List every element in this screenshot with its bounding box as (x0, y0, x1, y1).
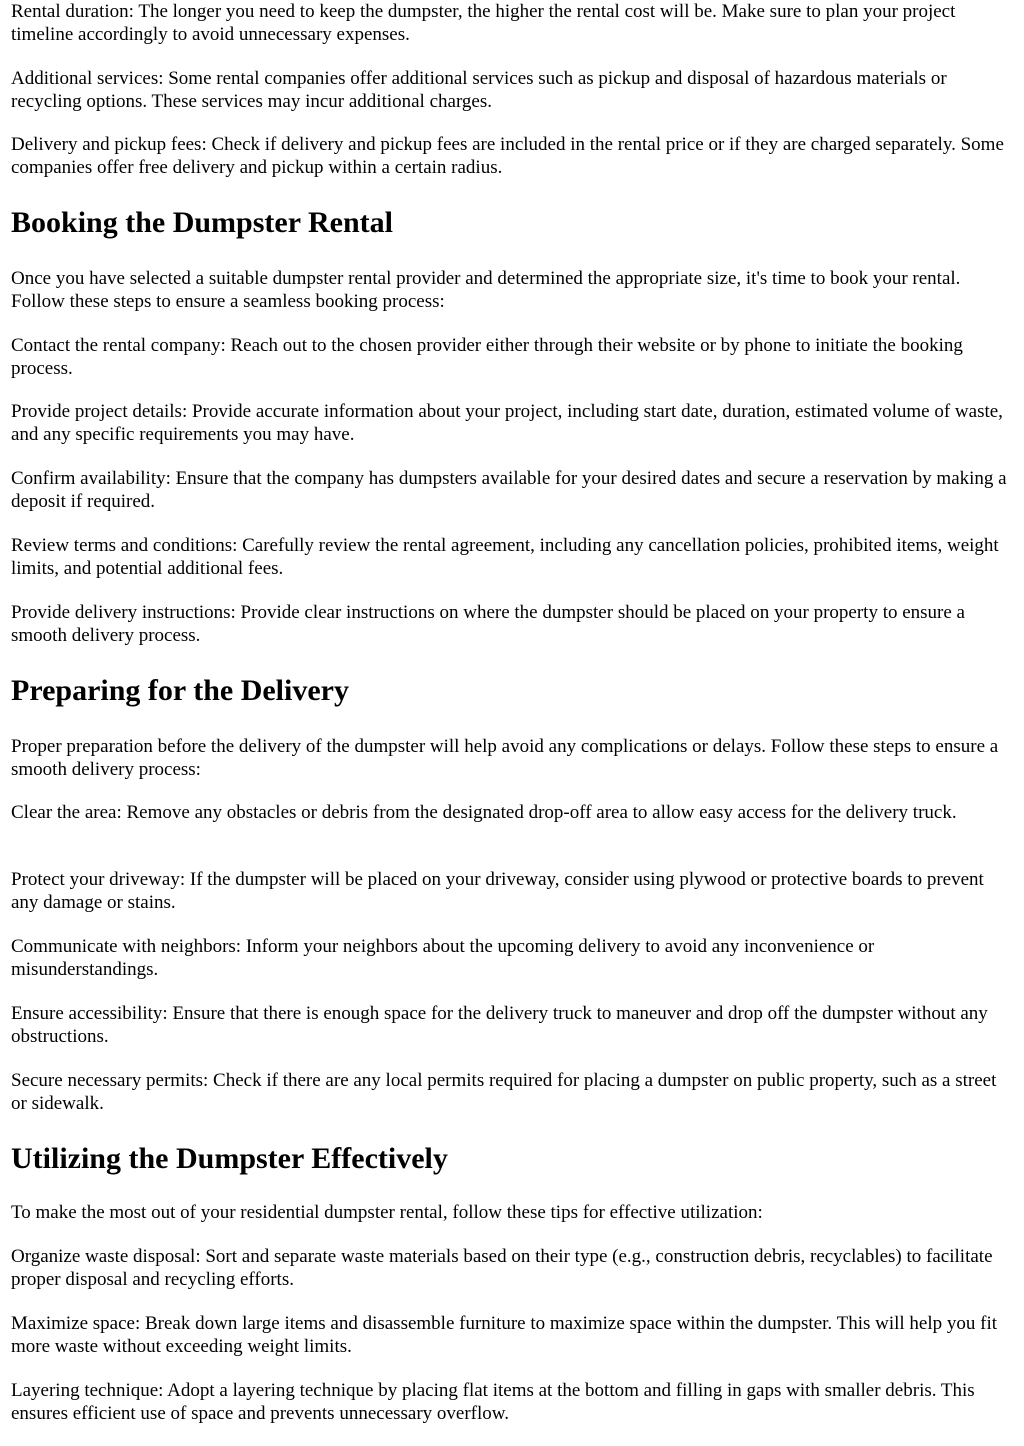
heading-booking: Booking the Dumpster Rental (11, 206, 393, 239)
paragraph-rental-duration: Rental duration: The longer you need to keep the dumpster, the higher the rental cost will be. Make sure to plan your project timeline accordingly to avoid unnecessary expenses. (11, 1, 956, 46)
heading-preparing-delivery: Preparing for the Delivery (11, 674, 349, 707)
paragraph-layering-technique: Layering technique: Adopt a layering technique by placing flat items at the bottom and filling in gaps with smaller debris. This ensures efficient use of space and prevents unnecessary overflow. (11, 1380, 975, 1425)
paragraph-ensure-accessibility: Ensure accessibility: Ensure that there is enough space for the delivery truck to maneuver and drop off the dumpster without any obstructions. (11, 1003, 988, 1048)
paragraph-contact-company: Contact the rental company: Reach out to the chosen provider either through their website or by phone to initiate the booking process. (11, 335, 963, 380)
heading-utilizing-dumpster: Utilizing the Dumpster Effectively (11, 1142, 448, 1175)
paragraph-communicate-neighbors: Communicate with neighbors: Inform your neighbors about the upcoming delivery to avoid any inconvenience or misunderstandings. (11, 936, 875, 981)
paragraph-project-details: Provide project details: Provide accurate information about your project, including start date, duration, estimated volume of waste, and any specific requirements you may have. (11, 401, 1003, 446)
paragraph-delivery-pickup-fees: Delivery and pickup fees: Check if delivery and pickup fees are included in the rental price or if they are charged separately. Some companies offer free delivery and pickup within a certain radius. (11, 134, 1004, 179)
paragraph-maximize-space: Maximize space: Break down large items and disassemble furniture to maximize space within the dumpster. This will help you fit more waste without exceeding weight limits. (11, 1313, 998, 1358)
paragraph-secure-permits: Secure necessary permits: Check if there are any local permits required for placing a dumpster on public property, such as a street or sidewalk. (11, 1070, 997, 1115)
paragraph-preparation-intro: Proper preparation before the delivery of the dumpster will help avoid any complications or delays. Follow these steps to ensure a smooth delivery process: (11, 736, 999, 781)
paragraph-review-terms: Review terms and conditions: Carefully review the rental agreement, including any cancellation policies, prohibited items, weight limits, and potential additional fees. (11, 535, 999, 580)
paragraph-protect-driveway: Protect your driveway: If the dumpster will be placed on your driveway, consider using plywood or protective boards to prevent any damage or stains. (11, 869, 984, 914)
paragraph-delivery-instructions: Provide delivery instructions: Provide clear instructions on where the dumpster should be placed on your property to ensure a smooth delivery process. (11, 602, 965, 647)
paragraph-additional-services: Additional services: Some rental companies offer additional services such as pickup and disposal of hazardous materials or recycling options. These services may incur additional charges. (11, 68, 947, 113)
paragraph-confirm-availability: Confirm availability: Ensure that the company has dumpsters available for your desired dates and secure a reservation by making a deposit if required. (11, 468, 1007, 513)
paragraph-booking-intro: Once you have selected a suitable dumpster rental provider and determined the appropriate size, it's time to book your rental. Follow these steps to ensure a seamless booking process: (11, 268, 961, 313)
paragraph-clear-area: Clear the area: Remove any obstacles or debris from the designated drop-off area to allow easy access for the delivery truck. (11, 802, 957, 823)
paragraph-organize-waste: Organize waste disposal: Sort and separate waste materials based on their type (e.g., construction debris, recyclables) to facilitate proper disposal and recycling efforts. (11, 1246, 993, 1291)
paragraph-utilization-intro: To make the most out of your residential dumpster rental, follow these tips for effective utilization: (11, 1202, 763, 1223)
